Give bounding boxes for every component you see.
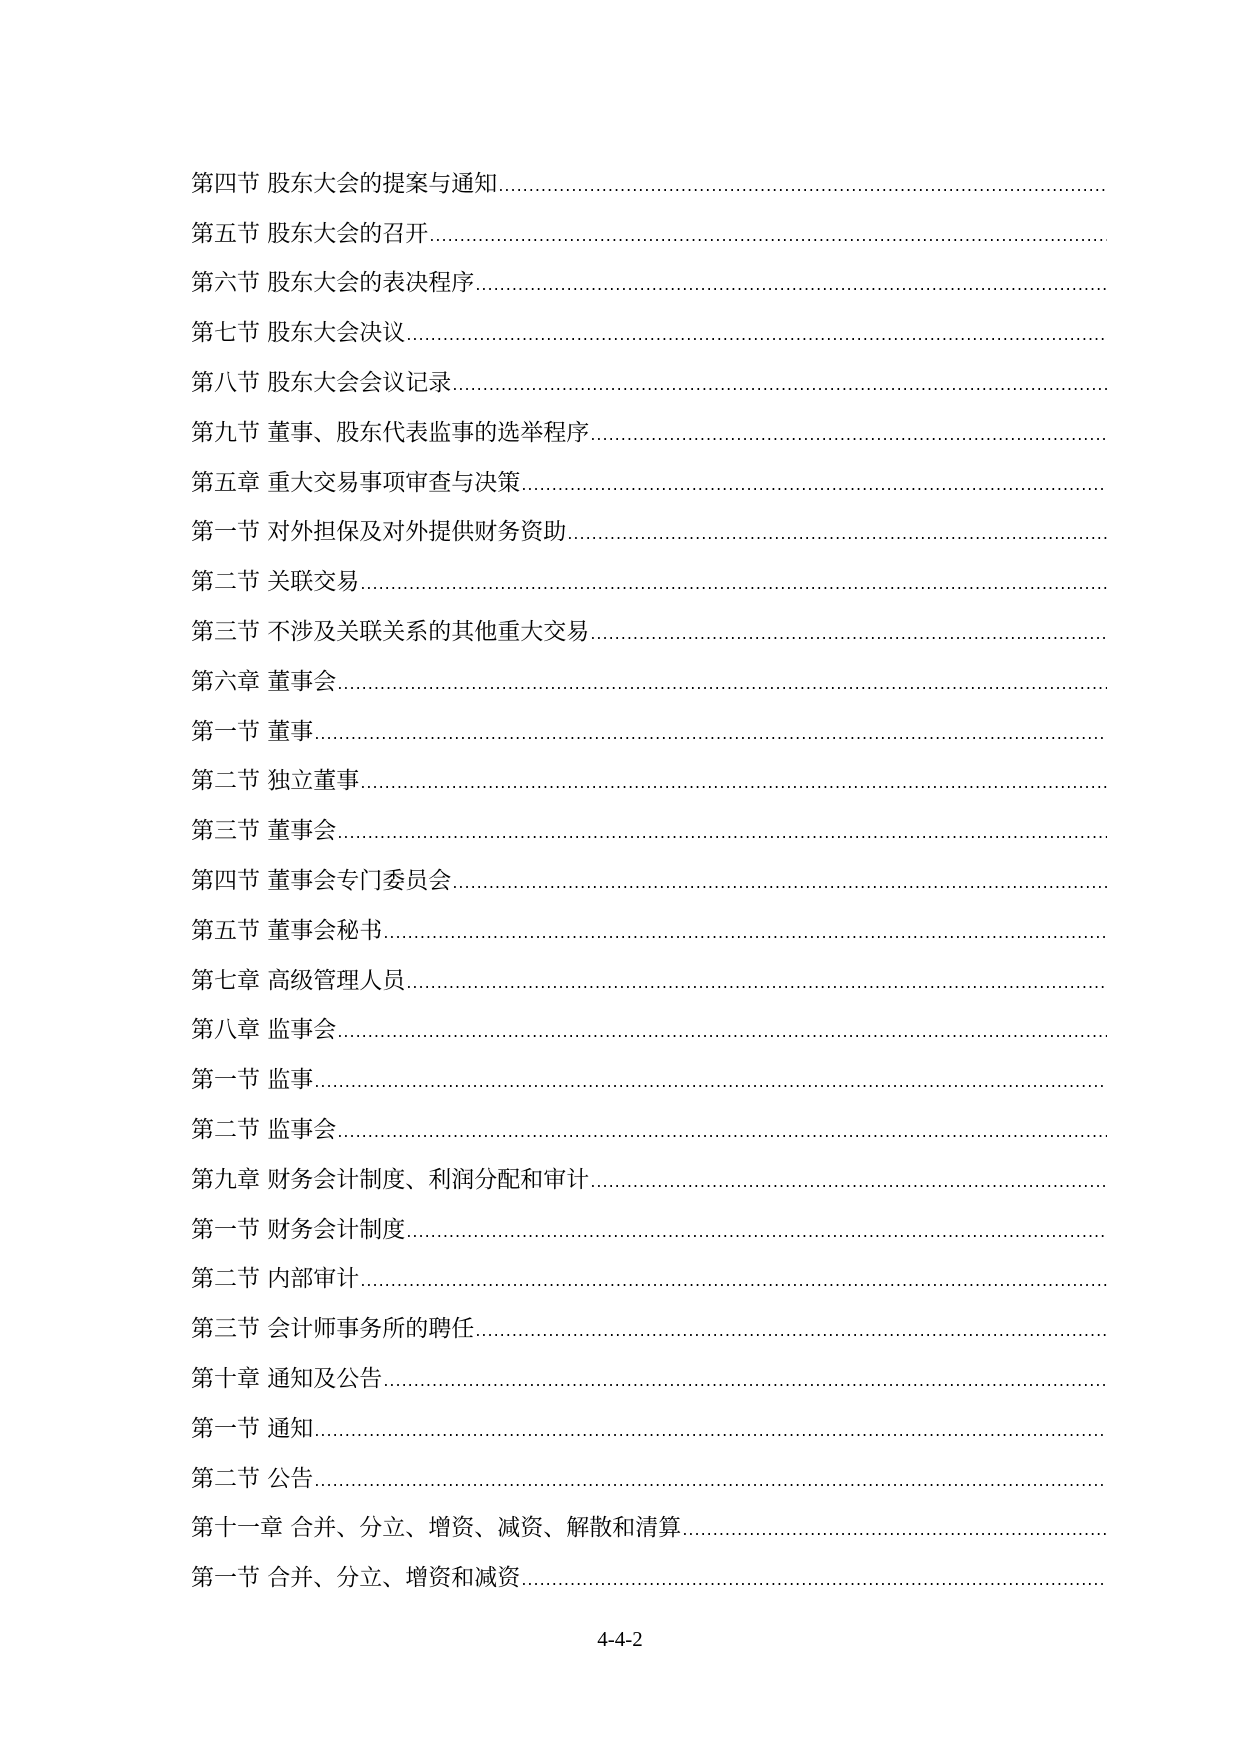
toc-entry-label: 第五章 重大交易事项审查与决策 [191,469,521,496]
toc-entry-label: 第八章 监事会 [191,1017,337,1044]
toc-entry-label: 第六节 股东大会的表决程序 [191,270,475,297]
dot-leader [475,1323,1107,1341]
toc-entry[interactable] [191,246,1107,296]
toc-entry[interactable] [191,1391,1107,1441]
toc-entry[interactable] [191,843,1107,893]
toc-entry[interactable] [191,744,1107,794]
toc-entry[interactable] [191,893,1107,943]
dot-leader [314,1473,1107,1491]
dot-leader [590,427,1107,445]
dot-leader [337,825,1107,843]
toc-entry[interactable] [191,395,1107,445]
dot-leader [452,377,1107,395]
dot-leader [360,775,1107,793]
toc-entry-label: 第二节 监事会 [191,1116,337,1143]
toc-entry[interactable] [191,1441,1107,1491]
toc-entry-label: 第十一章 合并、分立、增资、减资、解散和清算 [191,1515,682,1542]
toc-entry-label: 第八节 股东大会会议记录 [191,369,452,396]
toc-entry-label: 第二节 独立董事 [191,768,360,795]
toc-entry[interactable] [191,146,1107,196]
toc-entry-label: 第三节 不涉及关联关系的其他重大交易 [191,618,590,645]
toc-entry[interactable] [191,694,1107,744]
dot-leader [337,676,1107,694]
toc-entry[interactable] [191,793,1107,843]
dot-leader [498,178,1107,196]
toc-entry[interactable] [191,594,1107,644]
toc-entry[interactable] [191,1092,1107,1142]
dot-leader [383,925,1107,943]
toc-entry-label: 第一节 合并、分立、增资和减资 [191,1565,521,1592]
toc-entry-label: 第一节 通知 [191,1415,314,1442]
dot-leader [452,875,1107,893]
toc-entry[interactable] [191,495,1107,545]
toc-entry-label: 第四节 股东大会的提案与通知 [191,170,498,197]
dot-leader [337,1024,1107,1042]
toc-entry[interactable] [191,196,1107,246]
toc-entry-label: 第六章 董事会 [191,668,337,695]
toc-entry[interactable] [191,644,1107,694]
toc-entry[interactable] [191,1042,1107,1092]
dot-leader [590,1174,1107,1192]
toc-entry[interactable] [191,1242,1107,1292]
dot-leader [360,1273,1107,1291]
page-number: 4-4-2 [597,1627,643,1651]
toc-entry-label: 第七节 股东大会决议 [191,320,406,347]
toc-entry-label: 第二节 内部审计 [191,1266,360,1293]
toc-entry[interactable] [191,1540,1107,1590]
toc-entry-label: 第五节 董事会秘书 [191,917,383,944]
dot-leader [406,327,1107,345]
dot-leader [475,277,1107,295]
dot-leader [314,726,1107,744]
toc-entry[interactable] [191,993,1107,1043]
toc-entry-label: 第二节 关联交易 [191,569,360,596]
toc-entry[interactable] [191,1192,1107,1242]
toc-entry[interactable] [191,943,1107,993]
toc-entry[interactable] [191,445,1107,495]
toc-entry[interactable] [191,1491,1107,1541]
toc-entry-label: 第一节 监事 [191,1067,314,1094]
toc-entry-label: 第一节 对外担保及对外提供财务资助 [191,519,567,546]
toc-entry-label: 第七章 高级管理人员 [191,967,406,994]
toc-entry-label: 第九节 董事、股东代表监事的选举程序 [191,419,590,446]
dot-leader [406,975,1107,993]
toc-entry[interactable] [191,1291,1107,1341]
toc-entry-label: 第三节 董事会 [191,818,337,845]
dot-leader [521,1572,1107,1590]
dot-leader [682,1522,1107,1540]
dot-leader [429,228,1107,246]
dot-leader [406,1224,1107,1242]
toc-entry[interactable] [191,345,1107,395]
toc-entry[interactable] [191,1341,1107,1391]
toc-entry[interactable] [191,544,1107,594]
table-of-contents [191,146,1107,1590]
dot-leader [337,1124,1107,1142]
dot-leader [567,526,1107,544]
dot-leader [590,626,1107,644]
toc-entry-label: 第一节 财务会计制度 [191,1216,406,1243]
dot-leader [314,1423,1107,1441]
toc-entry-label: 第三节 会计师事务所的聘任 [191,1316,475,1343]
toc-entry-label: 第十章 通知及公告 [191,1365,383,1392]
toc-entry-label: 第四节 董事会专门委员会 [191,867,452,894]
toc-entry-label: 第五节 股东大会的召开 [191,220,429,247]
toc-entry-label: 第九章 财务会计制度、利润分配和审计 [191,1166,590,1193]
toc-entry[interactable] [191,1142,1107,1192]
dot-leader [521,477,1107,495]
toc-entry[interactable] [191,295,1107,345]
dot-leader [314,1074,1107,1092]
dot-leader [360,576,1107,594]
toc-entry-label: 第一节 董事 [191,718,314,745]
dot-leader [383,1373,1107,1391]
toc-entry-label: 第二节 公告 [191,1465,314,1492]
